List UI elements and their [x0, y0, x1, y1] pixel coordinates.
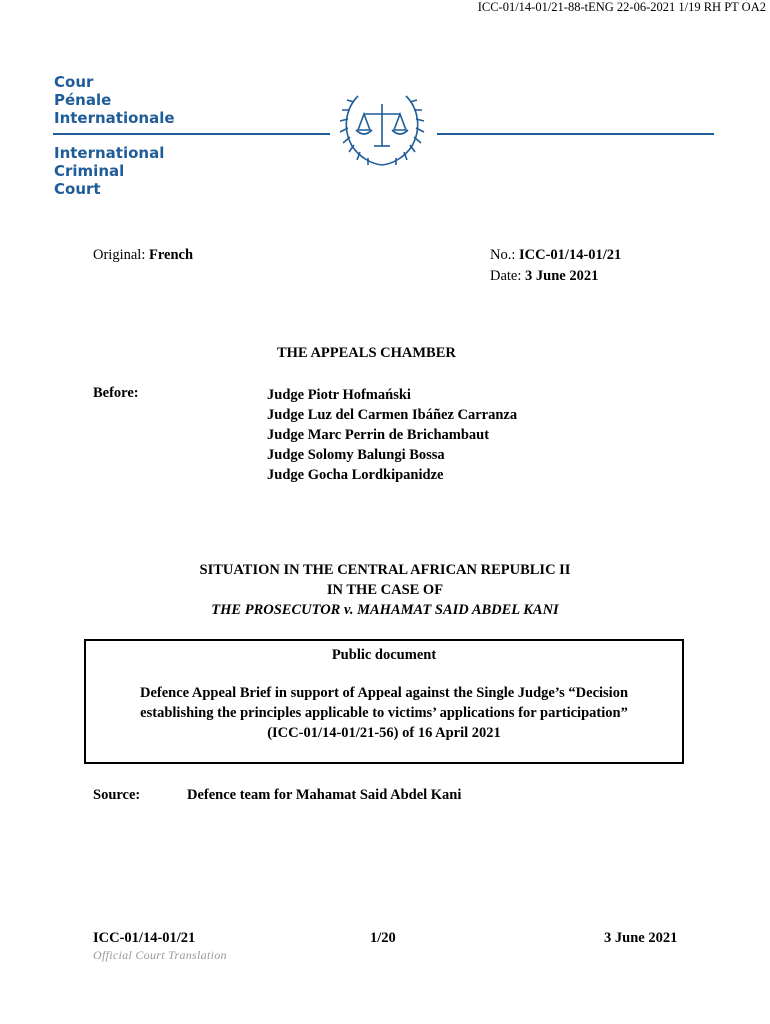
case-number-label: No.:: [490, 247, 516, 263]
situation-line-1: [0, 562, 770, 579]
case-number: [490, 247, 621, 264]
document-date: [490, 268, 598, 285]
official-translation-note: Official Court Translation: [93, 948, 227, 962]
document-title-box: [84, 639, 684, 764]
footer-case-number: [93, 930, 195, 947]
date-value: 3 June 2021: [525, 268, 599, 284]
logo-french-name: [54, 73, 175, 127]
judge-name: Judge Solomy Balungi Bossa: [267, 447, 445, 463]
logo-en-line: Criminal: [54, 162, 125, 180]
source-label-text: Source:: [93, 787, 141, 803]
scales-of-justice-emblem-icon: [328, 88, 436, 168]
judge-name: Judge Piotr Hofmański: [267, 387, 411, 403]
source-label: [93, 787, 140, 804]
situation-line-2: [0, 582, 770, 599]
logo-fr-line: Internationale: [54, 109, 175, 127]
original-language: [93, 247, 193, 264]
case-title-text: THE PROSECUTOR v. MAHAMAT SAID ABDEL KANI: [211, 602, 559, 618]
case-title: [0, 602, 770, 619]
logo-fr-line: Pénale: [54, 91, 112, 109]
logo-fr-line: Cour: [54, 73, 94, 91]
logo-en-line: Court: [54, 180, 101, 198]
logo-en-line: International: [54, 144, 165, 162]
chamber-heading: [277, 345, 456, 362]
before-label: [93, 385, 139, 402]
document-title-line: Defence Appeal Brief in support of Appeal against the Single Judge’s “Decision: [139, 685, 629, 701]
judge-name: Judge Gocha Lordkipanidze: [267, 467, 444, 483]
document-title-line: (ICC-01/14-01/21-56) of 16 April 2021: [267, 725, 501, 741]
judge-name: Judge Luz del Carmen Ibáñez Carranza: [267, 407, 518, 423]
footer-page-number-text: 1/20: [370, 930, 396, 946]
case-of-text: IN THE CASE OF: [326, 582, 444, 598]
judges-list: [267, 385, 517, 485]
date-label: Date:: [490, 268, 522, 284]
footer-date: [604, 930, 677, 947]
logo-rule-left: [53, 133, 330, 135]
original-value: French: [148, 247, 194, 263]
original-label: Original:: [93, 247, 146, 263]
footer-case-number-text: ICC-01/14-01/21: [93, 930, 196, 946]
footer-date-text: 3 June 2021: [604, 930, 678, 946]
source-value: [187, 787, 461, 804]
chamber-heading-text: THE APPEALS CHAMBER: [277, 345, 456, 361]
document-stamp: ICC-01/14-01/21-88-tENG 22-06-2021 1/19 RH PT OA2: [477, 0, 766, 14]
document-title-line: establishing the principles applicable to victims’ applications for participation”: [140, 705, 628, 721]
source-value-text: Defence team for Mahamat Said Abdel Kani: [187, 787, 462, 803]
before-label-text: Before:: [93, 385, 139, 401]
public-document-label: Public document: [331, 647, 437, 663]
logo-english-name: [54, 144, 164, 198]
logo-rule-right: [437, 133, 714, 135]
situation-text: SITUATION IN THE CENTRAL AFRICAN REPUBLIC II: [199, 562, 571, 578]
footer-page-number: [370, 930, 396, 947]
judge-name: Judge Marc Perrin de Brichambaut: [267, 427, 490, 443]
case-number-value: ICC-01/14-01/21: [519, 247, 622, 263]
